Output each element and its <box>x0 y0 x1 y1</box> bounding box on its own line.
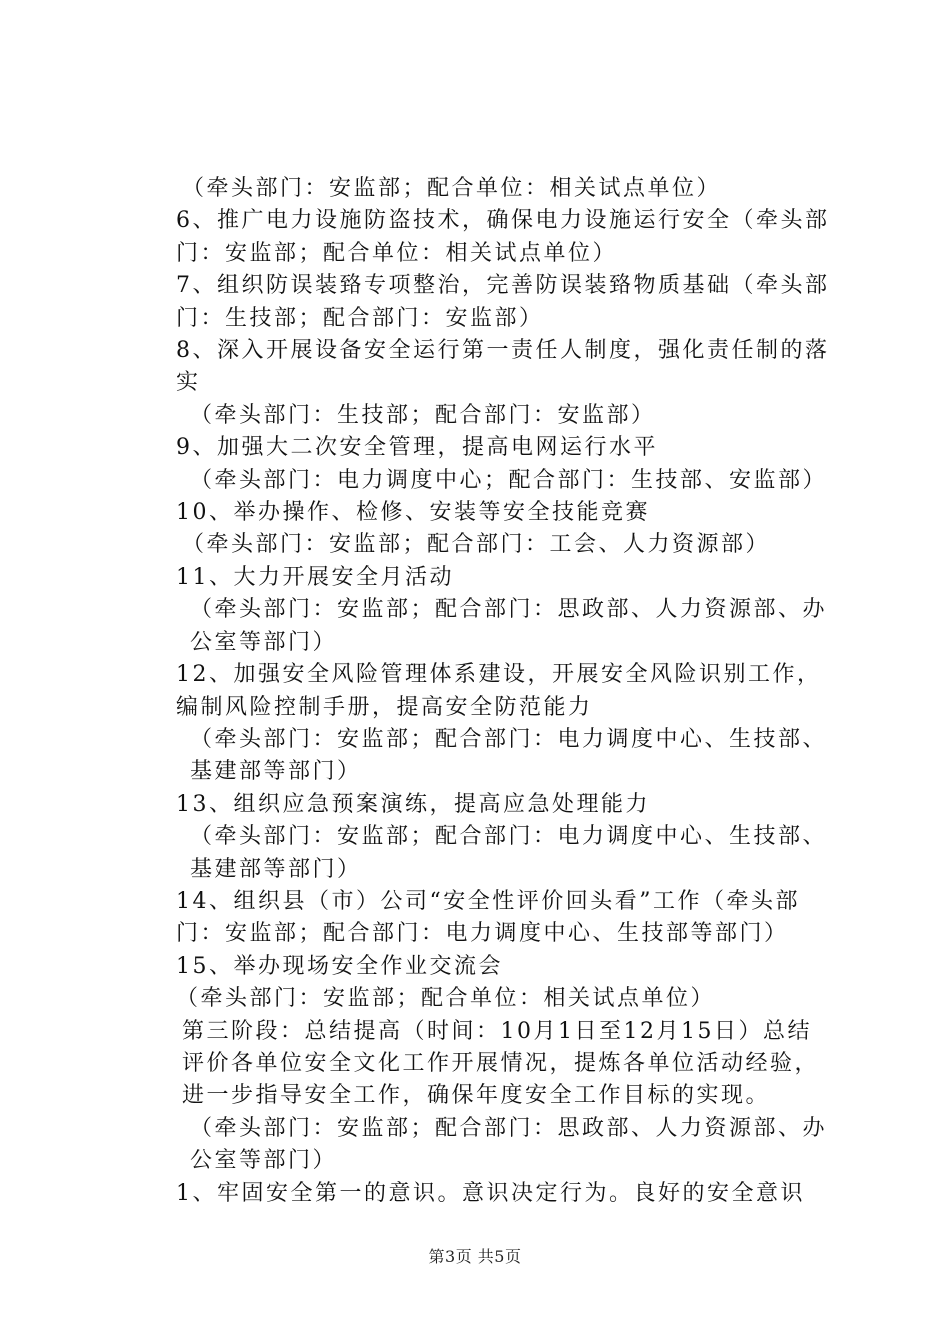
paragraph-item-12: 12、加强安全风险管理体系建设，开展安全风险识别工作，编制风险控制手册，提高安全防范能力 <box>176 662 822 720</box>
page-number-label: 第3页 共5页 <box>428 1247 522 1266</box>
paragraph-item-7: 7、组织防误装臵专项整治，完善防误装臵物质基础（牵头部门：生技部；配合部门：安监部） <box>176 273 830 331</box>
paragraph-point-1: 1、牢固安全第一的意识。意识决定行为。良好的安全意识 <box>176 1180 805 1206</box>
paragraph-item-13-units: （牵头部门：安监部；配合部门：电力调度中心、生技部、基建部等部门） <box>190 824 828 882</box>
paragraph-item-14: 14、组织县（市）公司“安全性评价回头看”工作（牵头部门：安监部；配合部门：电力调度中心、生技部等部门） <box>176 888 800 947</box>
paragraph-item-8: 8、深入开展设备安全运行第一责任人制度，强化责任制的落实 <box>176 338 830 396</box>
page-footer <box>0 1244 950 1267</box>
paragraph-item-11-units: （牵头部门：安监部；配合部门：思政部、人力资源部、办公室等部门） <box>190 597 828 655</box>
paragraph-lead-unit: （牵头部门：安监部；配合单位：相关试点单位） <box>182 176 722 201</box>
paragraph-item-12-units: （牵头部门：安监部；配合部门：电力调度中心、生技部、基建部等部门） <box>190 726 828 785</box>
document-body <box>130 173 835 1210</box>
paragraph-item-11: 11、大力开展安全月活动 <box>176 564 454 590</box>
paragraph-item-6: 6、推广电力设施防盗技术，确保电力设施运行安全（牵头部门：安监部；配合单位：相关试点单位） <box>176 208 830 266</box>
paragraph-item-9-units: （牵头部门：电力调度中心；配合部门：生技部、安监部） <box>190 467 828 493</box>
paragraph-stage-three: 第三阶段：总结提高（时间：10月1日至12月15日）总结评价各单位安全文化工作开展情况，提炼各单位活动经验，进一步指导安全工作，确保年度安全工作目标的实现。 <box>182 1018 820 1109</box>
paragraph-item-10-units: （牵头部门：安监部；配合部门：工会、人力资源部） <box>182 532 771 558</box>
paragraph-item-8-units: （牵头部门：生技部；配合部门：安监部） <box>190 402 656 428</box>
paragraph-stage-three-units: （牵头部门：安监部；配合部门：思政部、人力资源部、办公室等部门） <box>190 1115 828 1174</box>
paragraph-item-13: 13、组织应急预案演练，提高应急处理能力 <box>176 791 650 817</box>
paragraph-item-15-units: （牵头部门：安监部；配合单位：相关试点单位） <box>176 986 716 1012</box>
paragraph-item-15: 15、举办现场安全作业交流会 <box>176 953 503 979</box>
paragraph-item-9: 9、加强大二次安全管理，提高电网运行水平 <box>176 435 658 461</box>
paragraph-item-10: 10、举办操作、检修、安装等安全技能竞赛 <box>176 500 650 526</box>
